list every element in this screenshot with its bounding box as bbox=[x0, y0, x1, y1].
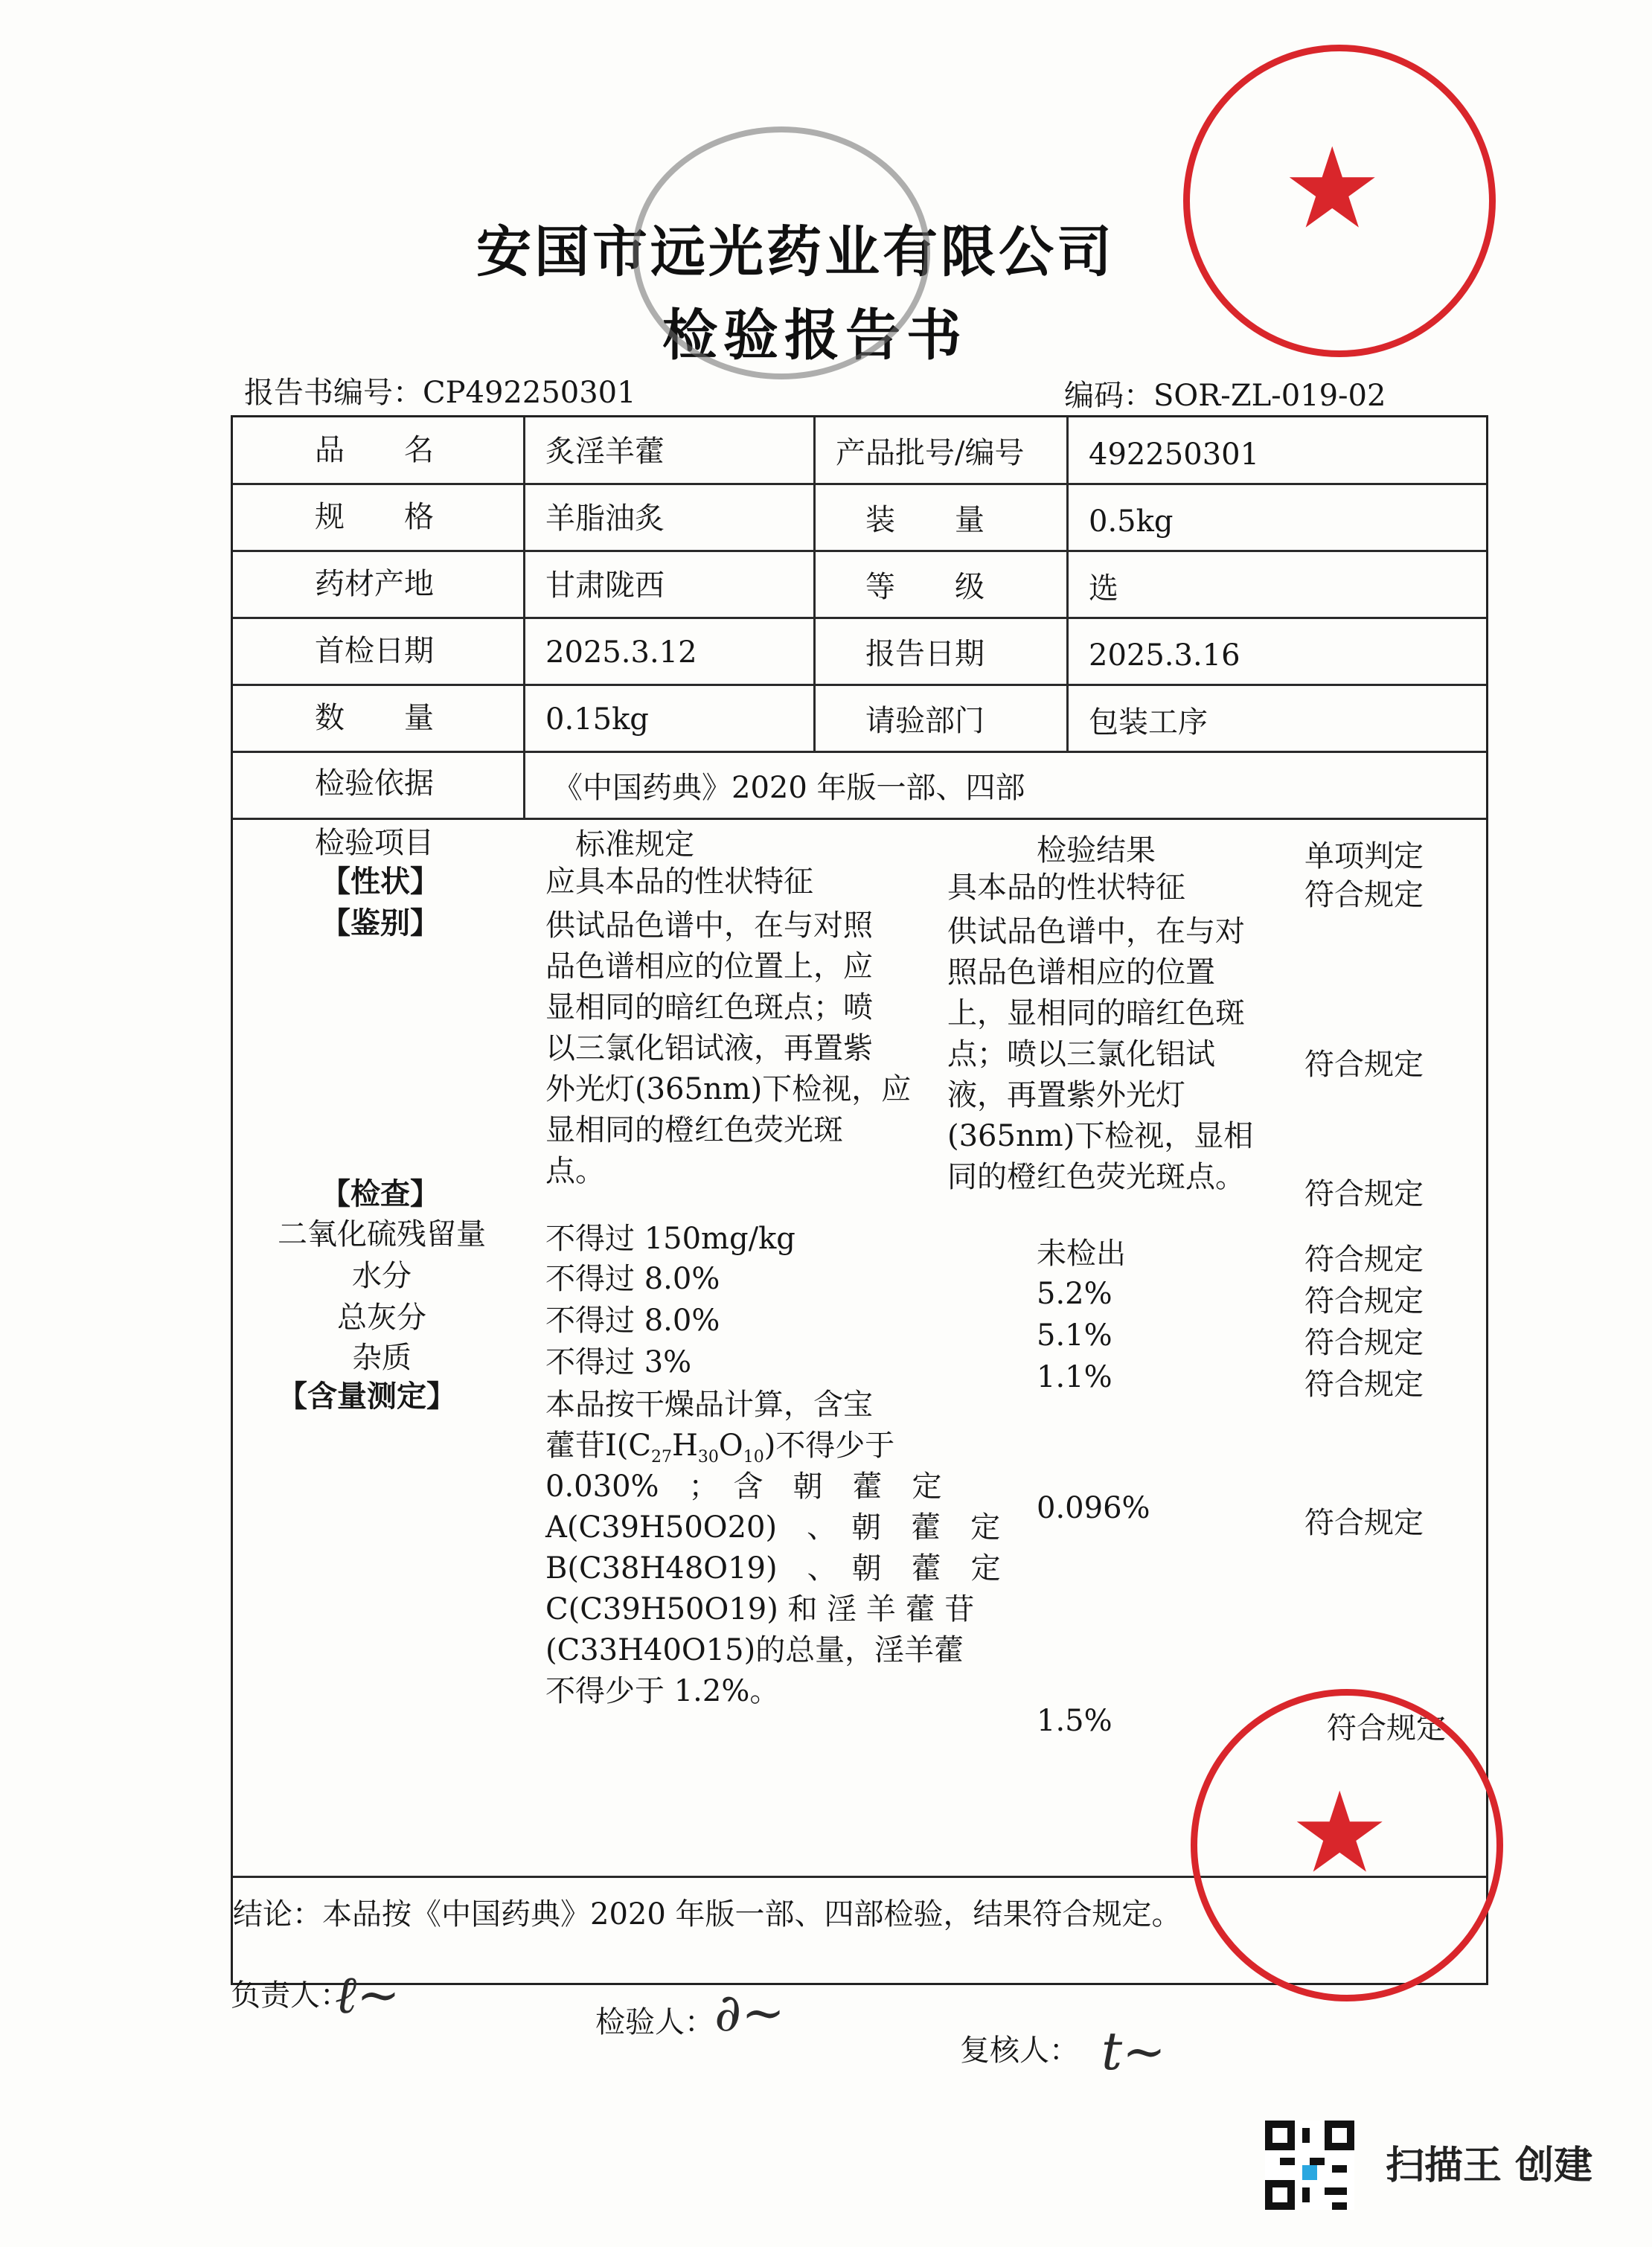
document-title: 检验报告书 bbox=[662, 304, 967, 368]
section-check: 【检查】 bbox=[321, 1176, 440, 1211]
label-package: 装 量 bbox=[865, 503, 985, 537]
assay-judge-1: 符合规定 bbox=[1304, 1506, 1424, 1540]
traits-standard: 应具本品的性状特征 bbox=[545, 865, 813, 899]
identify-res-7: 同的橙红色荧光斑点。 bbox=[947, 1160, 1245, 1194]
value-first-check-date: 2025.3.12 bbox=[545, 635, 697, 670]
identify-res-5: 液，再置紫外光灯 bbox=[947, 1078, 1185, 1112]
assay-line-6: C(C39H50O19) 和 淫 羊 藿 苷 bbox=[545, 1592, 975, 1626]
label-first-check-date: 首检日期 bbox=[315, 634, 434, 668]
document-code: 编码：SOR-ZL-019-02 bbox=[1064, 379, 1386, 413]
assay-line-5: B(C38H48O19) 、 朝 藿 定 bbox=[545, 1551, 1001, 1586]
value-batch-no: 492250301 bbox=[1089, 437, 1260, 472]
value-report-date: 2025.3.16 bbox=[1089, 638, 1240, 673]
label-grade: 等 级 bbox=[865, 570, 985, 604]
value-quantity: 0.15kg bbox=[545, 702, 649, 737]
identify-res-1: 供试品色谱中，在与对 bbox=[947, 914, 1245, 949]
check-item-so2: 二氧化硫残留量 bbox=[278, 1217, 486, 1251]
responsible-label: 负责人： bbox=[231, 1978, 350, 2013]
value-package: 0.5kg bbox=[1089, 504, 1174, 539]
identify-std-3: 显相同的暗红色斑点；喷 bbox=[545, 990, 873, 1025]
check-res-ash: 5.1% bbox=[1037, 1318, 1112, 1353]
section-traits: 【性状】 bbox=[321, 864, 440, 899]
label-basis: 检验依据 bbox=[315, 766, 434, 801]
star-icon: ★ bbox=[1282, 124, 1383, 254]
label-department: 请验部门 bbox=[865, 704, 985, 738]
assay-line-3: 0.030% ； 含 朝 藿 定 bbox=[545, 1469, 942, 1504]
section-identify: 【鉴别】 bbox=[321, 905, 440, 940]
company-title: 安国市远光药业有限公司 bbox=[476, 220, 1115, 284]
gray-seal-stamp bbox=[633, 126, 930, 379]
value-grade: 选 bbox=[1089, 571, 1118, 606]
traits-judge: 符合规定 bbox=[1304, 878, 1424, 912]
conclusion: 结论：本品按《中国药典》2020 年版一部、四部检验，结果符合规定。 bbox=[233, 1897, 1182, 1932]
reviewer-label: 复核人： bbox=[960, 2033, 1079, 2068]
quality-seal-stamp-top bbox=[1183, 45, 1496, 357]
value-product-name: 炙淫羊藿 bbox=[545, 435, 665, 469]
identify-std-7: 点。 bbox=[545, 1154, 605, 1188]
identify-res-4: 点；喷以三氯化铝试 bbox=[947, 1037, 1215, 1071]
identify-res-2: 照品色谱相应的位置 bbox=[947, 955, 1215, 990]
value-origin: 甘肃陇西 bbox=[545, 568, 665, 603]
col-result: 检验结果 bbox=[1037, 833, 1156, 868]
report-number: 报告书编号：CP492250301 bbox=[244, 376, 636, 410]
value-spec: 羊脂油炙 bbox=[545, 501, 665, 536]
responsible-signature: ℓ~ bbox=[335, 1964, 400, 2025]
label-product-name: 品 名 bbox=[315, 433, 434, 467]
check-std-impurity: 不得过 3% bbox=[545, 1345, 692, 1379]
assay-result-1: 0.096% bbox=[1037, 1491, 1150, 1525]
check-item-water: 水分 bbox=[352, 1259, 412, 1293]
label-spec: 规 格 bbox=[315, 500, 434, 534]
label-origin: 药材产地 bbox=[315, 567, 434, 601]
check-std-water: 不得过 8.0% bbox=[545, 1262, 720, 1296]
scanner-brand: 扫描王 创建 bbox=[1386, 2144, 1593, 2188]
col-standard: 标准规定 bbox=[575, 827, 694, 862]
identify-std-4: 以三氯化铝试液，再置紫 bbox=[545, 1031, 873, 1065]
section-assay: 【含量测定】 bbox=[278, 1379, 456, 1414]
check-std-ash: 不得过 8.0% bbox=[545, 1304, 720, 1338]
value-basis: 《中国药典》2020 年版一部、四部 bbox=[553, 771, 1025, 805]
identify-std-6: 显相同的橙红色荧光斑 bbox=[545, 1113, 843, 1147]
check-res-water: 5.2% bbox=[1037, 1277, 1112, 1311]
col-item: 检验项目 bbox=[315, 826, 434, 860]
check-judge-impurity: 符合规定 bbox=[1304, 1368, 1424, 1402]
check-judge-so2: 符合规定 bbox=[1304, 1243, 1424, 1277]
check-std-so2: 不得过 150mg/kg bbox=[545, 1222, 795, 1256]
identify-judge: 符合规定 bbox=[1304, 1048, 1424, 1082]
assay-line-4: A(C39H50O20) 、 朝 藿 定 bbox=[545, 1510, 1001, 1545]
assay-line-7: (C33H40O15)的总量，淫羊藿 bbox=[545, 1633, 964, 1667]
check-res-so2: 未检出 bbox=[1037, 1237, 1126, 1271]
value-department: 包装工序 bbox=[1089, 705, 1208, 740]
col-judge: 单项判定 bbox=[1304, 839, 1424, 874]
check-judge-water: 符合规定 bbox=[1304, 1284, 1424, 1318]
check-judge: 符合规定 bbox=[1304, 1177, 1424, 1211]
identify-res-6: (365nm)下检视，显相 bbox=[947, 1119, 1254, 1153]
assay-judge-2: 符合规定 bbox=[1327, 1711, 1446, 1746]
assay-line-8: 不得少于 1.2%。 bbox=[545, 1674, 780, 1708]
inspector-label: 检验人： bbox=[595, 2005, 714, 2039]
assay-line-1: 本品按干燥品计算，含宝 bbox=[545, 1388, 873, 1422]
identify-std-1: 供试品色谱中，在与对照 bbox=[545, 908, 873, 943]
identify-std-2: 品色谱相应的位置上，应 bbox=[545, 949, 873, 984]
identify-std-5: 外光灯(365nm)下检视，应 bbox=[545, 1072, 912, 1106]
check-item-impurity: 杂质 bbox=[352, 1341, 412, 1375]
identify-res-3: 上，显相同的暗红色斑 bbox=[947, 996, 1245, 1030]
traits-result: 具本品的性状特征 bbox=[947, 871, 1185, 905]
reviewer-signature: t~ bbox=[1101, 2021, 1166, 2082]
check-item-ash: 总灰分 bbox=[337, 1301, 426, 1335]
qr-code-icon bbox=[1265, 2121, 1354, 2210]
assay-result-2: 1.5% bbox=[1037, 1704, 1112, 1738]
check-res-impurity: 1.1% bbox=[1037, 1360, 1112, 1394]
assay-line-2: 藿苷$Ⅰ(C_{27}H_{30}O_{10})$不得少于 bbox=[545, 1429, 895, 1467]
company-seal-stamp-bottom bbox=[1191, 1689, 1503, 2001]
label-quantity: 数 量 bbox=[315, 701, 434, 735]
inspector-signature: ∂~ bbox=[714, 1982, 785, 2043]
check-judge-ash: 符合规定 bbox=[1304, 1326, 1424, 1360]
star-icon: ★ bbox=[1290, 1769, 1390, 1898]
label-report-date: 报告日期 bbox=[865, 637, 985, 671]
label-batch-no: 产品批号/编号 bbox=[836, 436, 1025, 470]
